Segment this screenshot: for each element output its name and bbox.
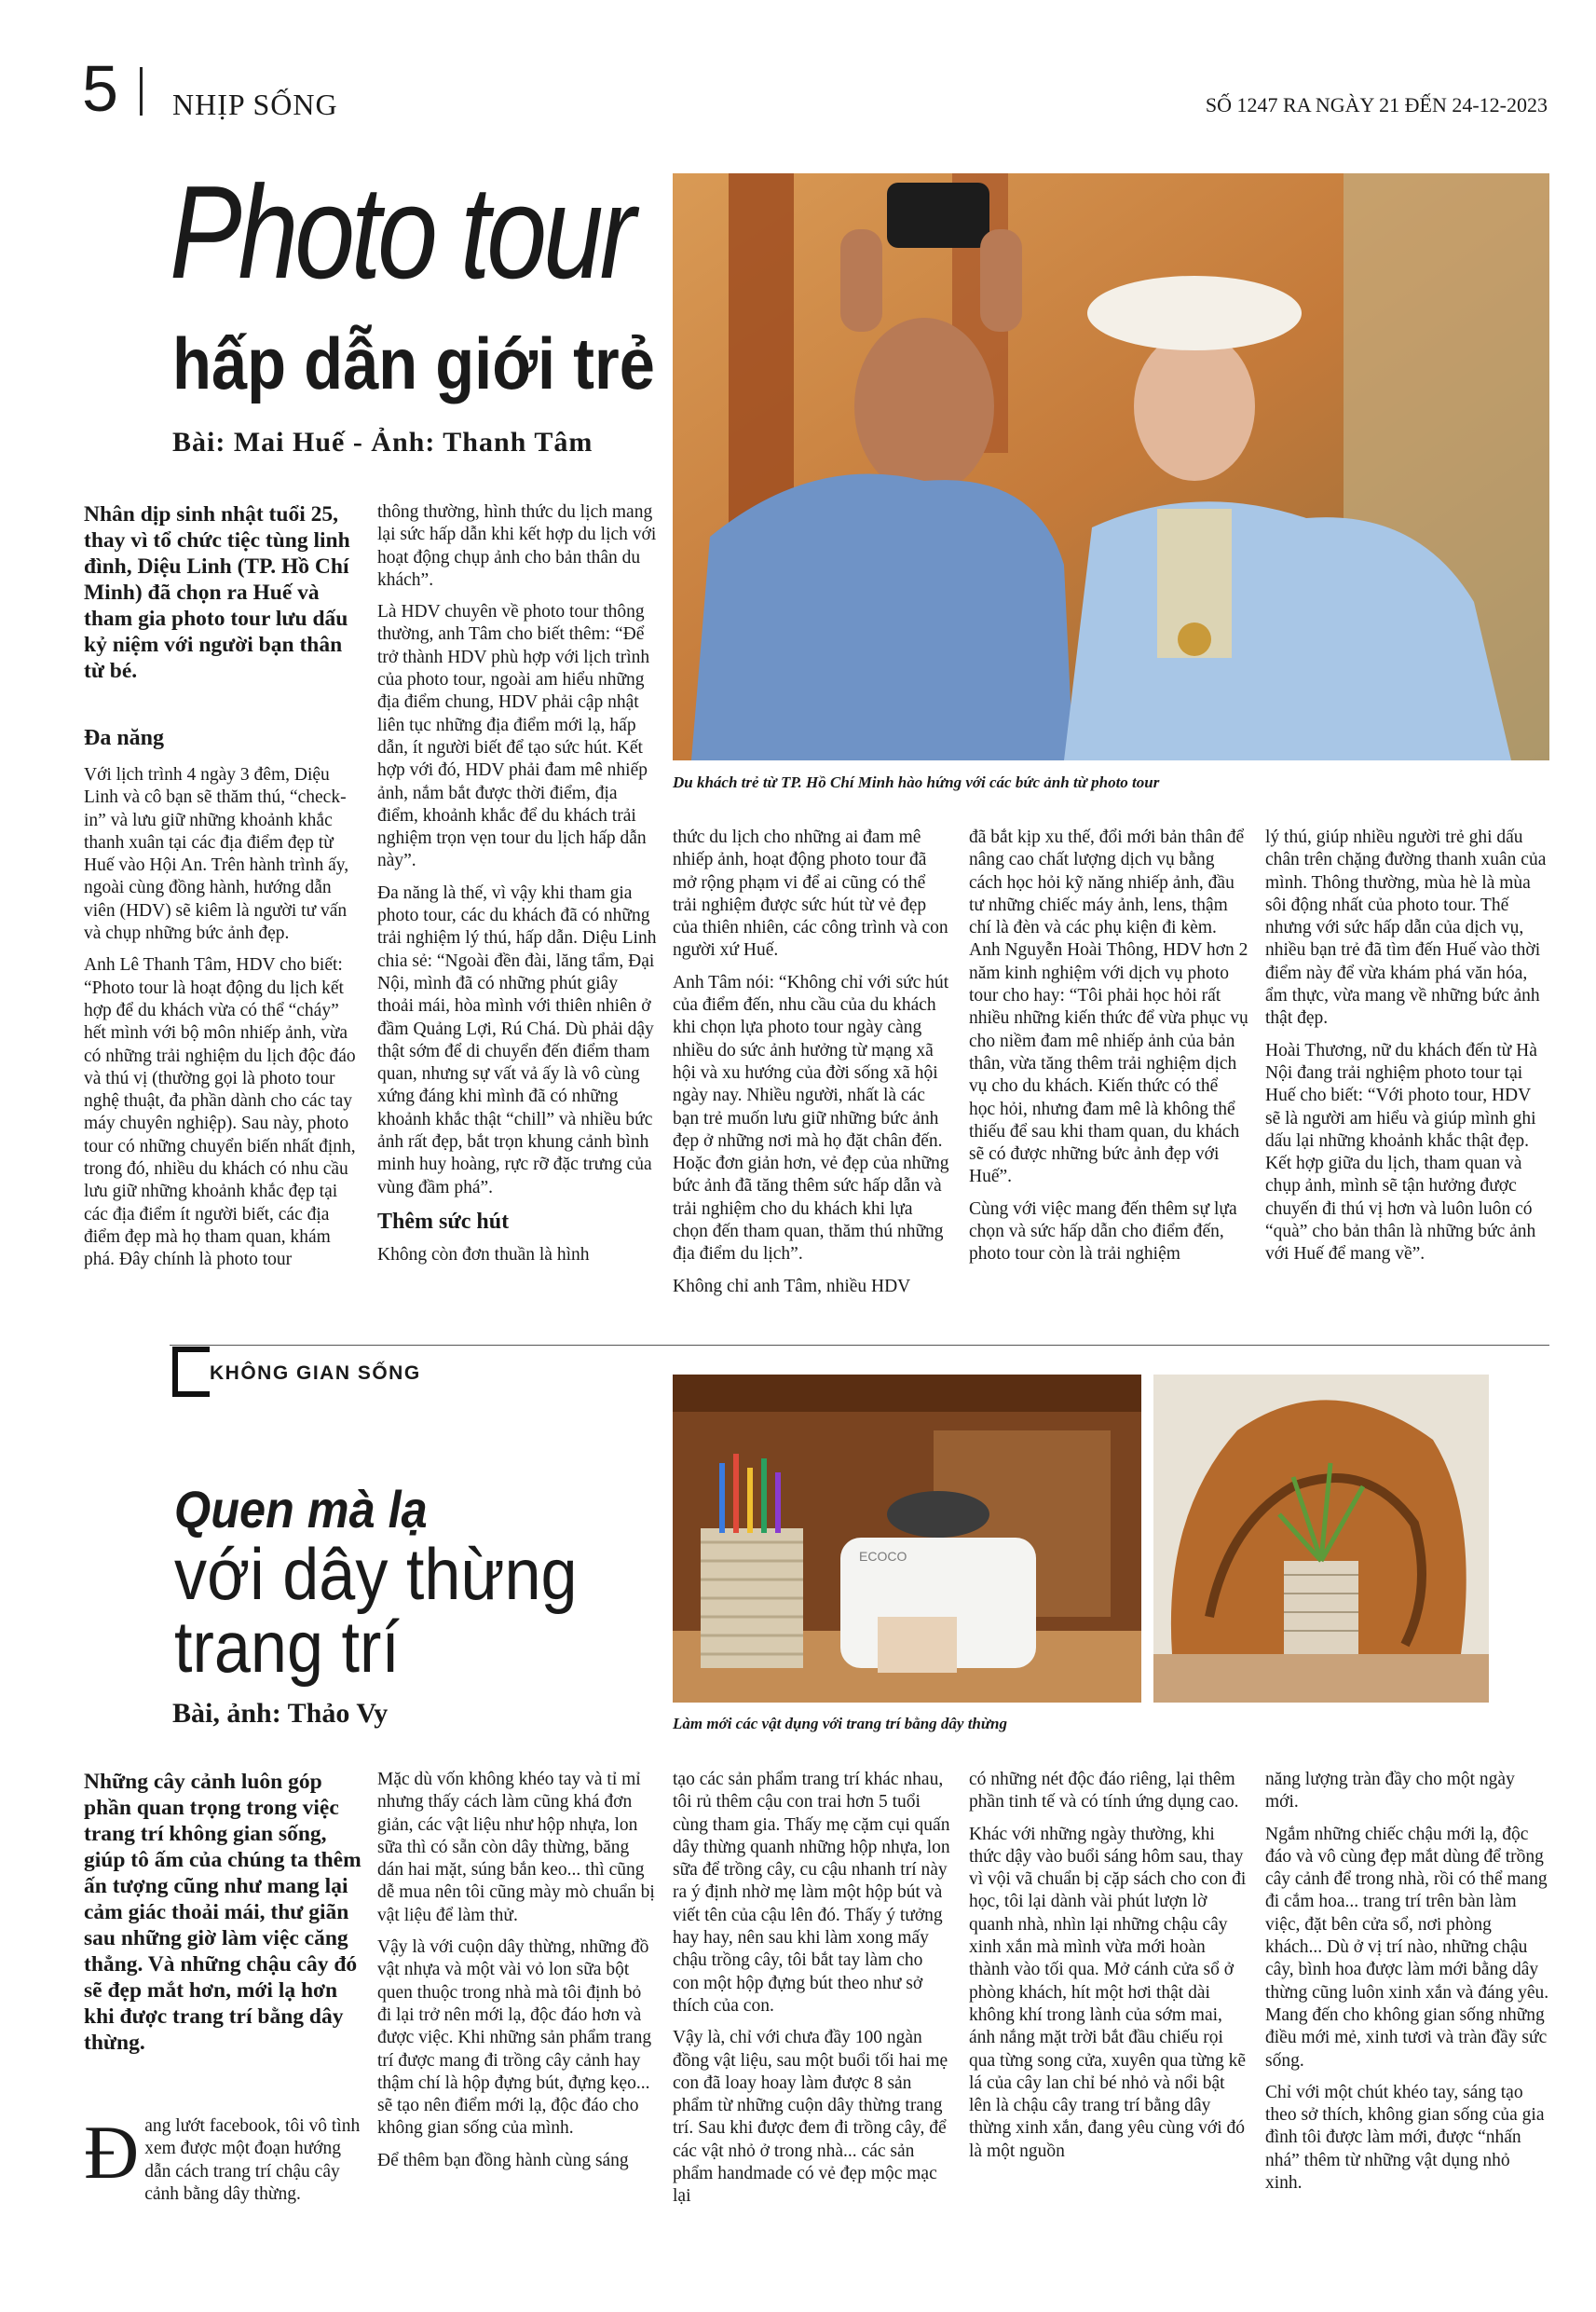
section-label: KHÔNG GIAN SỐNG — [210, 1362, 421, 1384]
paragraph: lý thú, giúp nhiều người trẻ ghi dấu chân trên chặng đường thanh xuân của mình. Thông thường, mùa hè là mùa sôi động nhất của photo tour. Thế nhưng với sức hấp dẫn của dịch vụ, nhiều bạn trẻ đã tìm đến Huế vào thời điểm này để vừa khám phá văn hóa, ẩm thực, vừa mang về những bức ảnh thật đẹp. — [1265, 828, 1547, 1029]
paragraph: đã bắt kịp xu thế, đổi mới bản thân để nâng cao chất lượng dịch vụ bằng cách học hỏi kỹ năng nhiếp ảnh, đầu tư những chiếc máy ảnh, lens, thậm chí là đèn và các phụ kiện đi kèm. Anh Nguyễn Hoài Thông, HDV hơn 2 năm kinh nghiệm với dịch vụ photo tour cho hay: “Tôi phải học hỏi rất nhiều những kiến thức để vừa phục vụ cho niềm đam mê nhiếp ảnh của bản thân, vừa tăng thêm trải nghiệm dịch vụ cho du khách. Kiến thức có thể học hỏi, nhưng đam mê là không thể thiếu để sau khi tham quan, du khách sẽ có được những bức ảnh đẹp với Huế”. — [969, 828, 1248, 1187]
section-divider — [170, 1345, 1549, 1346]
article2-column-5 — [1265, 1769, 1549, 2204]
article1-column-5 — [1265, 827, 1549, 1276]
drop-cap: Đ — [84, 2110, 140, 2195]
article1-photo-caption: Du khách trẻ từ TP. Hồ Chí Minh hào hứng với các bức ảnh từ photo tour — [673, 773, 1160, 791]
article2-title-line2: với dây thừng — [174, 1533, 578, 1615]
paragraph: ang lướt facebook, tôi vô tình xem được một đoạn hướng dẫn cách trang trí chậu cây cảnh bằng dây thừng. — [144, 2116, 361, 2204]
header-divider — [140, 67, 143, 116]
article1-title-line2: hấp dẫn giới trẻ — [172, 322, 655, 404]
paragraph: năng lượng tràn đầy cho một ngày mới. — [1265, 1770, 1515, 1813]
driftwood-planter-illustration — [1153, 1375, 1489, 1703]
article1-subhead-appeal: Thêm sức hút — [377, 1209, 510, 1234]
article2-title-line3: trang trí — [174, 1606, 400, 1688]
paragraph: thức du lịch cho những ai đam mê nhiếp ảnh, hoạt động photo tour đã mở rộng phạm vi để ai cũng có thể trải nghiệm được sức hút từ vẻ đẹp của thiên nhiên, các công trình và con người xứ Huế. — [673, 828, 948, 961]
section-title: NHỊP SỐNG — [172, 88, 338, 121]
article1-title-line1: Photo tour — [170, 158, 633, 307]
paragraph: Anh Tâm nói: “Không chỉ với sức hút của điểm đến, nhu cầu của du khách khi chọn lựa photo tour ngày càng nhiều do sức ảnh hưởng từ mạng xã hội và xu hướng của đời sống xã hội ngày nay. Nhiều người, nhất là các bạn trẻ muốn lưu giữ những bức ảnh đẹp ở những nơi mà họ đặt chân đến. Hoặc đơn giản hơn, vẻ đẹp của những bức ảnh đã tăng thêm sức hấp dẫn và trải nghiệm cho du khách khi lựa chọn đến tham quan, thăm thú những địa điểm du lịch”. — [673, 972, 949, 1265]
article1-column-1 — [84, 725, 363, 1281]
paragraph: Là HDV chuyên về photo tour thông thường, anh Tâm cho biết thêm: “Để trở thành HDV phù hợp với lịch trình của photo tour, ngoài am hiểu những địa điểm chung, HDV phải cập nhật liên tục những địa điểm mới lạ, hấp dẫn, ít người biết để tạo sức hút. Kết hợp với đó, HDV phải đam mê nhiếp ảnh, nắm bắt được thời điểm, địa điểm, khoảnh khắc để du khách trải nghiệm trọn vẹn tour du lịch hấp dẫn này”. — [377, 602, 650, 871]
article2-photo-desk — [673, 1375, 1141, 1703]
paragraph: tạo các sản phẩm trang trí khác nhau, tôi rủ thêm cậu con trai hơn 5 tuổi cùng tham gia. Thấy mẹ cặm cụi quấn dây thừng quanh những hộp nhựa, lon sữa để trồng cây, cu cậu nhanh trí này ra ý định nhờ mẹ làm một hộp bút và viết tên của cậu lên đó. Thấy ý tưởng hay hay, nên sau khi làm xong mấy chậu trồng cây, tôi bắt tay làm cho con một hộp đựng bút theo như sở thích của con. — [673, 1770, 950, 2016]
issue-info: SỐ 1247 RA NGÀY 21 ĐẾN 24-12-2023 — [1205, 93, 1548, 116]
section-bracket-top — [172, 1347, 210, 1352]
page-number: 5 — [82, 52, 118, 125]
article2-byline: Bài, ảnh: Thảo Vy — [172, 1698, 389, 1729]
article1-lead: Nhân dịp sinh nhật tuổi 25, thay vì tổ chức tiệc tùng linh đình, Diệu Linh (TP. Hồ Chí Minh) đã chọn ra Huế và tham gia photo tour lưu dấu kỷ niệm với người bạn thân từ bé. — [84, 502, 350, 683]
article1-photo — [673, 173, 1549, 760]
paragraph: Vậy là với cuộn dây thừng, những đồ vật nhựa và một vài vỏ lon sữa bột quen thuộc trong nhà mà tôi định bỏ đi lại trở nên mới lạ, độc đáo hơn và được việc. Khi những sản phẩm trang trí được mang đi trồng cây cảnh hay thậm chí là hộp đựng bút, đựng kẹo... sẽ tạo nên điểm mới lạ, độc đáo cho không gian sống của mình. — [377, 1937, 652, 2139]
article2-photo-caption: Làm mới các vật dụng với trang trí bằng dây thừng — [673, 1715, 1008, 1732]
tissue-box-brand: ECOCO — [859, 1549, 907, 1564]
section-bracket-bottom — [172, 1391, 210, 1397]
article2-column-1 — [84, 2110, 363, 2206]
paragraph: Chỉ với một chút khéo tay, sáng tạo theo sở thích, không gian sống của gia đình tôi được làm mới, được “nhấn nhá” thêm từ những vật dụng nhỏ xinh. — [1265, 2082, 1545, 2194]
tourists-photo-illustration — [673, 173, 1549, 760]
paragraph: Để thêm bạn đồng hành cùng sáng — [377, 2150, 629, 2170]
article2-column-4 — [969, 1769, 1248, 2172]
paragraph: Không còn đơn thuần là hình — [377, 1244, 590, 1265]
paragraph: Mặc dù vốn không khéo tay và tỉ mỉ nhưng thấy cách làm cũng khá đơn giản, các vật liệu như hộp nhựa, lon sữa thì có sẵn còn dây thừng, băng dán hai mặt, súng bắn keo... thì cũng dễ mua nên tôi cũng mày mò chuẩn bị vật liệu để làm thử. — [377, 1770, 655, 1925]
article2-lead: Những cây cảnh luôn góp phần quan trọng trong việc trang trí không gian sống, giúp tô ấm của chúng ta thêm ấn tượng cũng như mang lại cảm giác thoải mái, thư giãn sau những giờ làm việc căng thẳng. Và những chậu cây đó sẽ đẹp mắt hơn, mới lạ hơn khi được trang trí bằng dây thừng. — [84, 1770, 361, 2055]
article2-photo-planter — [1153, 1375, 1489, 1703]
paragraph: Cùng với việc mang đến thêm sự lựa chọn và sức hấp dẫn cho điểm đến, photo tour còn là trải nghiệm — [969, 1198, 1237, 1265]
paragraph: Khác với những ngày thường, khi thức dậy vào buổi sáng hôm sau, thay vì vội vã chuẩn bị cặp sách cho con đi học, tôi lại dành vài phút lượn lờ quanh nhà, nhìn lại những chậu cây xinh xắn mà mình vừa mới hoàn thành vào tối qua. Mở cánh cửa sổ ở phòng khách, hít một hơi thật dài không khí trong lành của sớm mai, ánh nắng mặt trời bắt đầu chiếu rọi qua từng song cửa, xuyên qua từng kẽ lá của cây lan chỉ bé nhỏ và nổi bật lên là chậu cây trang trí bằng dây thừng xinh xắn, đang yêu cùng với đó là một nguồn — [969, 1824, 1247, 2161]
paragraph: Anh Lê Thanh Tâm, HDV cho biết: “Photo tour là hoạt động du lịch kết hợp để du khách vừa có thể “cháy” hết mình với bộ môn nhiếp ảnh, vừa có những trải nghiệm du lịch độc đáo và thú vị (thường gọi là photo tour nghệ thuật, đa phần dành cho các tay máy chuyên nghiệp). Sau này, photo tour có những chuyển biến nhất định, trong đó, nhiều du khách có nhu cầu lưu giữ những khoảnh khắc đẹp tại các địa điểm ít người biết, các địa điểm đẹp mà họ tham quan, khám phá. Đây chính là photo tour — [84, 955, 356, 1270]
article2-column-3 — [673, 1769, 952, 2218]
paragraph: thông thường, hình thức du lịch mang lại sức hấp dẫn khi kết hợp du lịch với hoạt động chụp ảnh cho bản thân du khách”. — [377, 502, 657, 590]
article2-title-line1: Quen mà lạ — [174, 1480, 428, 1539]
article2-column-2 — [377, 1769, 657, 2182]
paragraph: Ngắm những chiếc chậu mới lạ, độc đáo và vô cùng đẹp mắt dùng để trồng cây cảnh để trong nhà, rồi có thể mang đi cắm hoa... trang trí trên bàn làm việc, đặt bên cửa sổ, nơi phòng khách... Dù ở vị trí nào, những chậu cây, bình hoa được làm mới bằng dây thừng cũng luôn xinh xắn và đáng yêu. Mang đến cho không gian sống những điều mới mẻ, xinh tươi và tràn đầy sức sống. — [1265, 1824, 1549, 2071]
paragraph: Không chỉ anh Tâm, nhiều HDV — [673, 1276, 911, 1296]
paragraph: Với lịch trình 4 ngày 3 đêm, Diệu Linh và cô bạn sẽ thăm thú, “check-in” và lưu giữ những khoảnh khắc thanh xuân tại các địa điểm đẹp từ Huế vào Hội An. Trên hành trình ấy, ngoài cùng đồng hành, hướng dẫn viên (HDV) sẽ kiêm là người tư vấn và chụp những bức ảnh đẹp. — [84, 765, 349, 944]
paragraph: Hoài Thương, nữ du khách đến từ Hà Nội đang trải nghiệm photo tour tại Huế cho biết: “Với photo tour, HDV sẽ là người am hiểu và giúp mình ghi dấu lại những khoảnh khắc thật đẹp. Kết hợp giữa du lịch, tham quan và chụp ảnh, mình sẽ tận hưởng được chuyến đi thú vị hơn và luôn luôn có “quà” cho bản thân là những bức ảnh với Huế để mang về”. — [1265, 1040, 1537, 1265]
article1-column-3 — [673, 827, 952, 1307]
rope-pencil-holder-illustration — [673, 1375, 1141, 1703]
article1-column-4 — [969, 827, 1248, 1276]
section-bracket-icon — [172, 1347, 178, 1397]
article1-subhead-versatile: Đa năng — [84, 726, 165, 750]
paragraph: Đa năng là thế, vì vậy khi tham gia photo tour, các du khách đã có những trải nghiệm lý thú, hấp dẫn. Diệu Linh chia sẻ: “Ngoài đền đài, lăng tẩm, Đại Nội, mình đã có những phút giây thoải mái, hòa mình với thiên nhiên ở đầm Quảng Lợi, Rú Chá. Dù phải dậy thật sớm để di chuyển đến điểm tham quan, nhưng sự vất vả ấy là vô cùng xứng đáng khi mình đã có những khoảnh khắc thật “chill” và nhiều bức ảnh rất đẹp, bắt trọn khung cảnh bình minh huy hoàng, rực rỡ đặc trưng của vùng đầm phá”. — [377, 882, 657, 1197]
article1-byline: Bài: Mai Huế - Ảnh: Thanh Tâm — [172, 427, 593, 458]
paragraph: Vậy là, chỉ với chưa đầy 100 ngàn đồng vật liệu, sau một buổi tối hai mẹ con đã loay hoay làm được 8 sản phẩm từ những cuộn dây thừng trang trí. Sau khi được đem đi trồng cây, để các vật nhỏ ở trong nhà... các sản phẩm handmade có vẻ đẹp mộc mạc lại — [673, 2028, 948, 2207]
article1-column-2 — [377, 501, 657, 1276]
paragraph: có những nét độc đáo riêng, lại thêm phần tinh tế và có tính ứng dụng cao. — [969, 1770, 1239, 1813]
